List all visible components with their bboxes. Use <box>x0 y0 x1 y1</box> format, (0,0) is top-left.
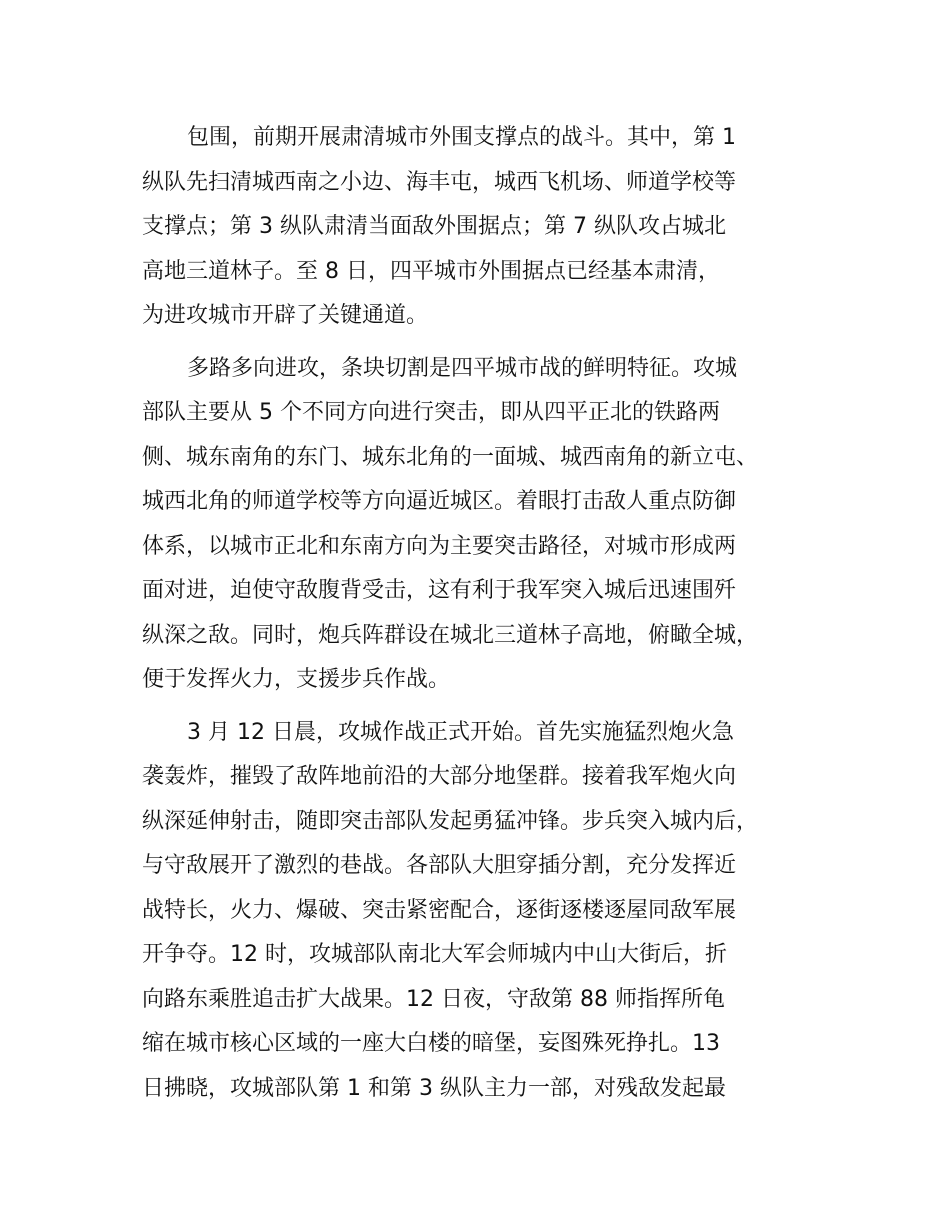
text-line: 多路多向进攻，条块切割是四平城市战的鲜明特征。攻城 <box>187 355 738 381</box>
text-line: 为进攻城市开辟了关键通道。 <box>142 303 429 328</box>
text-line: 缩在城市核心区域的一座大白楼的暗堡，妄图殊死挣扎。13 <box>142 1031 720 1056</box>
paragraph-3 <box>142 711 832 1112</box>
text-line: 纵深延伸射击，随即突击部队发起勇猛冲锋。步兵突入城内后， <box>142 808 759 834</box>
text-line: 便于发挥火力，支援步兵作战。 <box>142 667 451 692</box>
text-line: 纵深之敌。同时，炮兵阵群设在城北三道林子高地，俯瞰全城， <box>142 622 759 648</box>
paragraph-1 <box>142 116 832 339</box>
text-line: 袭轰炸，摧毁了敌阵地前沿的大部分地堡群。接着我军炮火向 <box>142 764 737 789</box>
text-line: 日拂晓，攻城部队第 1 和第 3 纵队主力一部，对残敌发起最 <box>142 1075 726 1101</box>
text-line: 向路东乘胜追击扩大战果。12 日夜，守敌第 88 师指挥所龟 <box>142 986 725 1012</box>
text-line: 体系，以城市正北和东南方向为主要突击路径，对城市形成两 <box>142 533 737 559</box>
text-line: 战特长，火力、爆破、突击紧密配合，逐街逐楼逐屋同敌军展 <box>142 897 737 923</box>
paragraph-2 <box>142 347 832 703</box>
text-line: 部队主要从 5 个不同方向进行突击，即从四平正北的铁路两 <box>142 400 720 425</box>
text-line: 高地三道林子。至 8 日，四平城市外围据点已经基本肃清， <box>142 258 720 284</box>
text-line: 面对进，迫使守敌腹背受击，这有利于我军突入城后迅速围歼 <box>142 578 737 603</box>
text-line: 城西北角的师道学校等方向逼近城区。着眼打击敌人重点防御 <box>142 489 737 514</box>
text-line: 侧、城东南角的东门、城东北角的一面城、城西南角的新立屯、 <box>142 444 759 470</box>
text-line: 包围，前期开展肃清城市外围支撑点的战斗。其中，第 1 <box>187 125 736 150</box>
text-line: 纵队先扫清城西南之小边、海丰屯，城西飞机场、师道学校等 <box>142 169 737 195</box>
text-line: 3 月 12 日晨，攻城作战正式开始。首先实施猛烈炮火急 <box>187 719 734 745</box>
body-text <box>142 116 832 1119</box>
text-line: 支撑点；第 3 纵队肃清当面敌外围据点；第 7 纵队攻占城北 <box>142 214 726 239</box>
text-line: 与守敌展开了激烈的巷战。各部队大胆穿插分割，充分发挥近 <box>142 853 737 878</box>
text-line: 开争夺。12 时，攻城部队南北大军会师城内中山大街后，折 <box>142 942 727 967</box>
